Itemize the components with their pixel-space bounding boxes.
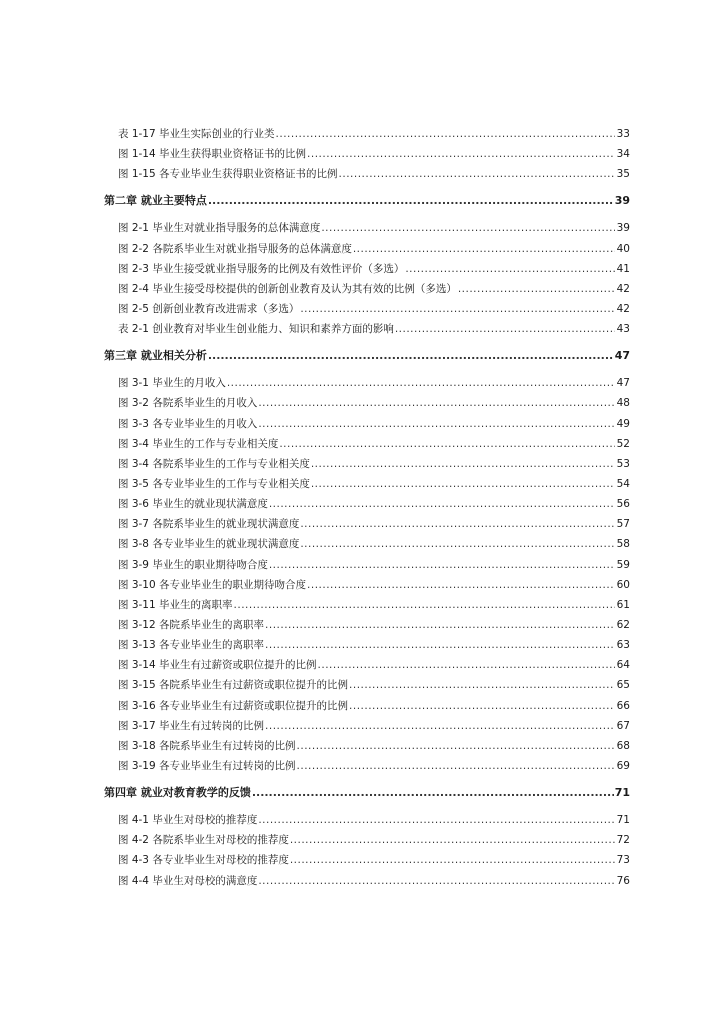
toc-entry[interactable] <box>104 534 630 554</box>
dot-leader <box>297 756 615 776</box>
toc-entry-title: 图 1-15 各专业毕业生获得职业资格证书的比例 <box>118 168 338 181</box>
toc-page-number: 68 <box>616 739 630 752</box>
toc-entry-title: 图 3-15 各院系毕业生有过薪资或职位提升的比例 <box>118 679 349 692</box>
toc-entry-title: 图 1-14 毕业生获得职业资格证书的比例 <box>118 148 307 161</box>
toc-entry-title: 图 4-2 各院系毕业生对母校的推荐度 <box>118 834 289 847</box>
toc-entry[interactable] <box>104 299 630 319</box>
toc-entry-title: 第三章 就业相关分析 <box>104 349 207 363</box>
toc-entry-title: 图 3-1 毕业生的月收入 <box>118 377 226 390</box>
toc-entry-title: 图 3-4 毕业生的工作与专业相关度 <box>118 437 279 450</box>
toc-entry-title: 图 2-5 创新创业教育改进需求（多选） <box>118 302 300 315</box>
dot-leader <box>227 373 615 393</box>
toc-entry-title: 图 3-18 各院系毕业生有过转岗的比例 <box>118 739 296 752</box>
dot-leader <box>269 555 615 575</box>
dot-leader <box>300 299 615 319</box>
toc-page-number: 76 <box>616 874 630 887</box>
dot-leader <box>307 575 615 595</box>
toc-entry-title: 表 1-17 毕业生实际创业的行业类 <box>118 128 275 140</box>
toc-entry[interactable] <box>104 319 630 339</box>
toc-chapter-heading[interactable] <box>104 783 630 803</box>
table-of-contents <box>104 124 630 891</box>
toc-entry-title: 图 3-10 各专业毕业生的职业期待吻合度 <box>118 578 307 591</box>
dot-leader <box>290 830 615 850</box>
dot-leader <box>258 414 615 434</box>
toc-page-number: 65 <box>616 679 630 692</box>
toc-entry-title: 图 4-3 各专业毕业生对母校的推荐度 <box>118 854 289 867</box>
dot-leader <box>311 454 615 474</box>
toc-page-number: 62 <box>616 618 630 631</box>
toc-entry-title: 图 3-14 毕业生有过薪资或职位提升的比例 <box>118 659 317 672</box>
toc-page-number: 43 <box>616 323 630 336</box>
toc-page-number: 58 <box>616 538 630 551</box>
toc-entry[interactable] <box>104 756 630 776</box>
dot-leader <box>339 164 615 184</box>
dot-leader <box>265 716 615 736</box>
toc-entry-title: 图 3-3 各专业毕业生的月收入 <box>118 417 258 430</box>
toc-entry[interactable] <box>104 434 630 454</box>
toc-page-number: 47 <box>614 349 630 363</box>
toc-page-number: 63 <box>616 639 630 652</box>
toc-entry[interactable] <box>104 239 630 259</box>
toc-page-number: 41 <box>616 262 630 275</box>
toc-entry-title: 图 3-7 各院系毕业生的就业现状满意度 <box>118 518 300 531</box>
toc-page-number: 53 <box>616 457 630 470</box>
toc-entry[interactable] <box>104 830 630 850</box>
toc-page-number: 34 <box>616 148 630 161</box>
dot-leader <box>265 615 615 635</box>
toc-entry-title: 图 3-2 各院系毕业生的月收入 <box>118 397 258 410</box>
toc-entry[interactable] <box>104 716 630 736</box>
toc-page-number: 72 <box>616 834 630 847</box>
dot-leader <box>279 434 615 454</box>
toc-page-number: 60 <box>616 578 630 591</box>
toc-entry[interactable] <box>104 736 630 756</box>
dot-leader <box>258 871 615 891</box>
dot-leader <box>318 655 615 675</box>
dot-leader <box>300 514 615 534</box>
toc-entry[interactable] <box>104 675 630 695</box>
toc-entry-title: 图 3-9 毕业生的职业期待吻合度 <box>118 558 268 571</box>
dot-leader <box>311 474 615 494</box>
toc-page-number: 73 <box>616 854 630 867</box>
toc-entry[interactable] <box>104 595 630 615</box>
toc-entry[interactable] <box>104 124 630 144</box>
toc-entry-title: 图 2-4 毕业生接受母校提供的创新创业教育及认为其有效的比例（多选） <box>118 282 457 295</box>
toc-entry[interactable] <box>104 635 630 655</box>
toc-page-number: 54 <box>616 477 630 490</box>
toc-entry-title: 图 3-5 各专业毕业生的工作与专业相关度 <box>118 477 310 490</box>
toc-entry-title: 图 3-19 各专业毕业生有过转岗的比例 <box>118 759 296 772</box>
toc-entry[interactable] <box>104 279 630 299</box>
dot-leader <box>252 783 614 803</box>
toc-entry-title: 图 3-13 各专业毕业生的离职率 <box>118 639 265 652</box>
dot-leader <box>234 595 615 615</box>
dot-leader <box>349 675 615 695</box>
toc-entry-title: 表 2-1 创业教育对毕业生创业能力、知识和素养方面的影响 <box>118 323 394 336</box>
toc-page-number: 39 <box>614 194 630 208</box>
toc-entry[interactable] <box>104 810 630 830</box>
toc-entry-title: 图 3-8 各专业毕业生的就业现状满意度 <box>118 538 300 551</box>
toc-entry[interactable] <box>104 393 630 413</box>
dot-leader <box>321 218 615 238</box>
toc-page-number: 42 <box>616 302 630 315</box>
toc-entry[interactable] <box>104 615 630 635</box>
toc-page-number: 52 <box>616 437 630 450</box>
toc-page-number: 64 <box>616 659 630 672</box>
toc-page-number: 49 <box>616 417 630 430</box>
toc-entry-title: 图 4-1 毕业生对母校的推荐度 <box>118 814 258 827</box>
toc-entry-title: 图 4-4 毕业生对母校的满意度 <box>118 874 258 887</box>
toc-entry-title: 图 3-6 毕业生的就业现状满意度 <box>118 498 268 511</box>
toc-page-number: 67 <box>616 719 630 732</box>
toc-entry[interactable] <box>104 555 630 575</box>
toc-entry[interactable] <box>104 514 630 534</box>
dot-leader <box>353 239 615 259</box>
toc-page-number: 56 <box>616 498 630 511</box>
toc-entry[interactable] <box>104 414 630 434</box>
toc-entry-title: 图 2-2 各院系毕业生对就业指导服务的总体满意度 <box>118 242 352 255</box>
toc-entry-title: 图 3-4 各院系毕业生的工作与专业相关度 <box>118 457 310 470</box>
toc-entry-title: 图 3-12 各院系毕业生的离职率 <box>118 618 265 631</box>
toc-entry[interactable] <box>104 575 630 595</box>
toc-entry[interactable] <box>104 494 630 514</box>
dot-leader <box>208 191 614 211</box>
toc-entry-title: 图 3-17 毕业生有过转岗的比例 <box>118 719 265 732</box>
toc-page-number: 33 <box>616 128 630 140</box>
toc-entry[interactable] <box>104 454 630 474</box>
toc-page-number: 71 <box>616 814 630 827</box>
toc-page-number: 71 <box>614 786 630 800</box>
toc-entry[interactable] <box>104 696 630 716</box>
toc-entry-title: 图 3-16 各专业毕业生有过薪资或职位提升的比例 <box>118 699 349 712</box>
dot-leader <box>405 259 615 279</box>
dot-leader <box>307 144 615 164</box>
toc-page-number: 59 <box>616 558 630 571</box>
dot-leader <box>269 494 615 514</box>
dot-leader <box>297 736 615 756</box>
toc-page-number: 47 <box>616 377 630 390</box>
toc-page-number: 57 <box>616 518 630 531</box>
toc-entry-title: 图 2-3 毕业生接受就业指导服务的比例及有效性评价（多选） <box>118 262 405 275</box>
dot-leader <box>300 534 615 554</box>
toc-entry[interactable] <box>104 144 630 164</box>
dot-leader <box>265 635 615 655</box>
dot-leader <box>208 346 614 366</box>
toc-entry[interactable] <box>104 259 630 279</box>
toc-entry-title: 第二章 就业主要特点 <box>104 194 207 208</box>
toc-page-number: 69 <box>616 759 630 772</box>
toc-page-number: 48 <box>616 397 630 410</box>
toc-entry[interactable] <box>104 655 630 675</box>
dot-leader <box>258 810 615 830</box>
dot-leader <box>349 696 615 716</box>
toc-page-number: 40 <box>616 242 630 255</box>
toc-entry[interactable] <box>104 871 630 891</box>
toc-entry[interactable] <box>104 474 630 494</box>
toc-page-number: 35 <box>616 168 630 181</box>
toc-chapter-heading[interactable] <box>104 346 630 366</box>
toc-entry-title: 图 2-1 毕业生对就业指导服务的总体满意度 <box>118 222 321 235</box>
toc-entry[interactable] <box>104 164 630 184</box>
toc-chapter-heading[interactable] <box>104 191 630 211</box>
toc-page-number: 42 <box>616 282 630 295</box>
dot-leader <box>458 279 615 299</box>
toc-entry[interactable] <box>104 850 630 870</box>
dot-leader <box>290 850 615 870</box>
toc-page-number: 39 <box>616 222 630 235</box>
toc-entry[interactable] <box>104 373 630 393</box>
dot-leader <box>276 124 615 144</box>
toc-entry-title: 图 3-11 毕业生的离职率 <box>118 598 233 611</box>
toc-entry[interactable] <box>104 218 630 238</box>
dot-leader <box>395 319 615 339</box>
toc-entry-title: 第四章 就业对教育教学的反馈 <box>104 786 251 800</box>
toc-page-number: 66 <box>616 699 630 712</box>
toc-page-number: 61 <box>616 598 630 611</box>
dot-leader <box>258 393 615 413</box>
